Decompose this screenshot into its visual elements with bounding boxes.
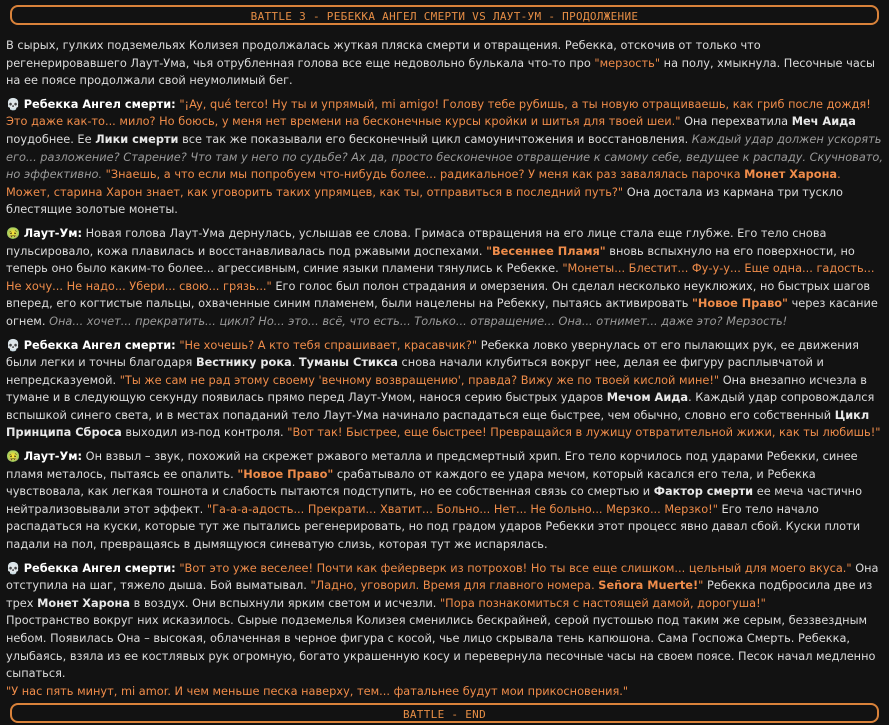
battle-banner-bottom: BATTLE - END [10,703,879,723]
speaker-name: Ребекка Ангел смерти: [23,560,176,575]
skull-icon: 💀 [6,96,21,111]
speaker-name: Ребекка Ангел смерти: [23,96,176,111]
goblin-icon: 🤢 [6,449,21,464]
laut-um-turn-2: 🤢 Лаут-Ум: Он взвыл – звук, похожий на скрежет ржавого металла и предсмертный хрип. Его тело корчилось под ударами Ребекки, синее пламя металось, пытаясь ее опалить. "Новое Право" срабатывало от каждого ее удара мечом, который касался его тела, и Ребекка чувствовала, как легкая тошнота и слабость пытаются подступить, но ее собственная связь со смертью и Фактор смерти ее меча частично нейтрализовывали этот эффект. "Га-а-а-адость... Прекрати... Хватит... Больно... Нет... Не больно... Мерзко... Мерзко!" Его тело начало распадаться на куски, которые тут же пытались регенерировать, но под градом ударов Ребекки этот процесс явно давал сбой. Куски плоти падали на пол, превращаясь в дымящуюся синеватую слизь, которая тут же испарялась. [6,449,863,552]
rebecca-turn-2: 💀 Ребекка Ангел смерти: "Не хочешь? А кто тебя спрашивает, красавчик?" Ребекка ловко увернулась от его пылающих рук, ее движения были легки и точны благодаря Вестнику рока. Туманы Стикса снова начали клубиться вокруг нее, делая ее фигуру расплывчатой и непредсказуемой. "Ты же сам не рад этому своему 'вечному возвращению', правда? Вижу же по твоей кислой мине!" Она внезапно исчезла в тумане и в следующую секунду появилась прямо перед Лаут-Умом, нанося серию быстрых ударов Мечом Аида. Каждый удар сопровождался вспышкой синего света, и в местах попаданий тело Лаут-Ума начинало распадаться еще быстрее, чем обычно, словно его собственный Цикл Принципа Сброса выходил из-под контроля. "Вот так! Быстрее, еще быстрее! Превращайся в лужицу отвратительной жижи, как ты любишь!" [6,337,881,440]
skull-icon: 💀 [6,560,21,575]
speaker-name: Лаут-Ум: [23,449,83,464]
story-content [6,37,883,700]
battle-banner-top: BATTLE 3 - РЕБЕККА АНГЕЛ СМЕРТИ VS ЛАУТ-УМ - ПРОДОЛЖЕНИЕ [10,5,879,25]
skull-icon: 💀 [6,337,21,352]
laut-um-turn-1: 🤢 Лаут-Ум: Новая голова Лаут-Ума дернулась, услышав ее слова. Гримаса отвращения на его лице стала еще глубже. Его тело снова пульсировало, кожа плавилась и восстанавливалась под ржавыми доспехами. "Весеннее Пламя" вновь вспыхнуло на его поверхности, но теперь оно было каким-то более... агрессивным, синие языки пламени тянулись к Ребекке. "Монеты... Блестит... Фу-у-у... Еще одна... гадость... Не хочу... Не надо... Убери... свою... грязь..." Его голос был полон страдания и омерзения. Он сделал несколько неуклюжих, но быстрых шагов вперед, его когтистые пальцы, охваченные синим пламенем, были нацелены на Ребекку, пытаясь активировать "Новое Право" через касание огнем. Она... хочет... прекратить... цикл? Но... это... всё, что есть... Только... отвращение... Она... отнимет... даже это? Мерзость! [6,225,878,328]
goblin-icon: 🤢 [6,225,21,240]
intro-paragraph: В сырых, гулких подземельях Колизея продолжалась жуткая пляска смерти и отвращения. Ребекка, отскочив от только что регенерировавшего Лаут-Ума, чья отрубленная голова все еще недовольно булькала что-то про "мерзость" на полу, хмыкнула. Песочные часы на ее поясе продолжали свой неумолимый бег. [6,38,875,88]
speaker-name: Ребекка Ангел смерти: [23,337,176,352]
rebecca-turn-1: 💀 Ребекка Ангел смерти: "¡Ay, qué terco! Ну ты и упрямый, mi amigo! Голову тебе рубишь, а ты новую отращиваешь, как гриб после дождя! Это даже как-то... мило? Но боюсь, у меня нет времени на бесконечные курсы кройки и шитья для твоей шеи." Она перехватила Меч Аида поудобнее. Ее Лики смерти все так же показывали его бесконечный цикл самоуничтожения и восстановления. Каждый удар должен ускорять его... разложение? Старение? Что там у него по судьбе? Ах да, просто бесконечное отвращение к самому себе, ведущее к распаду. Скучновато, но эффективно. "Знаешь, а что если мы попробуем что-нибудь более... радикальное? У меня как раз завалялась парочка Монет Харона. Может, старина Харон знает, как уговорить таких упрямцев, как ты, отправиться в последний путь?" Она достала из кармана три тускло блестящие золотые монеты. [6,96,883,217]
rebecca-turn-3: 💀 Ребекка Ангел смерти: "Вот это уже веселее! Почти как фейерверк из потрохов! Но ты все еще слишком... цельный для моего вкуса." Она отступила на шаг, тяжело дыша. Бой выматывал. "Ладно, уговорил. Время для главного номера. Señora Muerte!" Ребекка подбросила две из трех Монет Харона в воздух. Они вспыхнули ярким светом и исчезли. "Пора познакомиться с настоящей дамой, дорогуша!" Пространство вокруг них исказилось. Сырые подземелья Колизея сменились бескрайней, серой пустошью под таким же серым, беззвездным небом. Появилась Она – высокая, облаченная в черное фигура с косой, чье лицо скрывала тень капюшона. Сама Госпожа Смерть. Ребекка, улыбаясь, взяла из ее костлявых рук огромную, богато украшенную косу и перевернула песочные часы на своем поясе. Песок начал медленно сыпаться. "У нас пять минут, mi amor. И чем меньше песка наверху, тем... фатальнее будут мои прикосновения." [6,560,879,698]
speaker-name: Лаут-Ум: [23,225,83,240]
